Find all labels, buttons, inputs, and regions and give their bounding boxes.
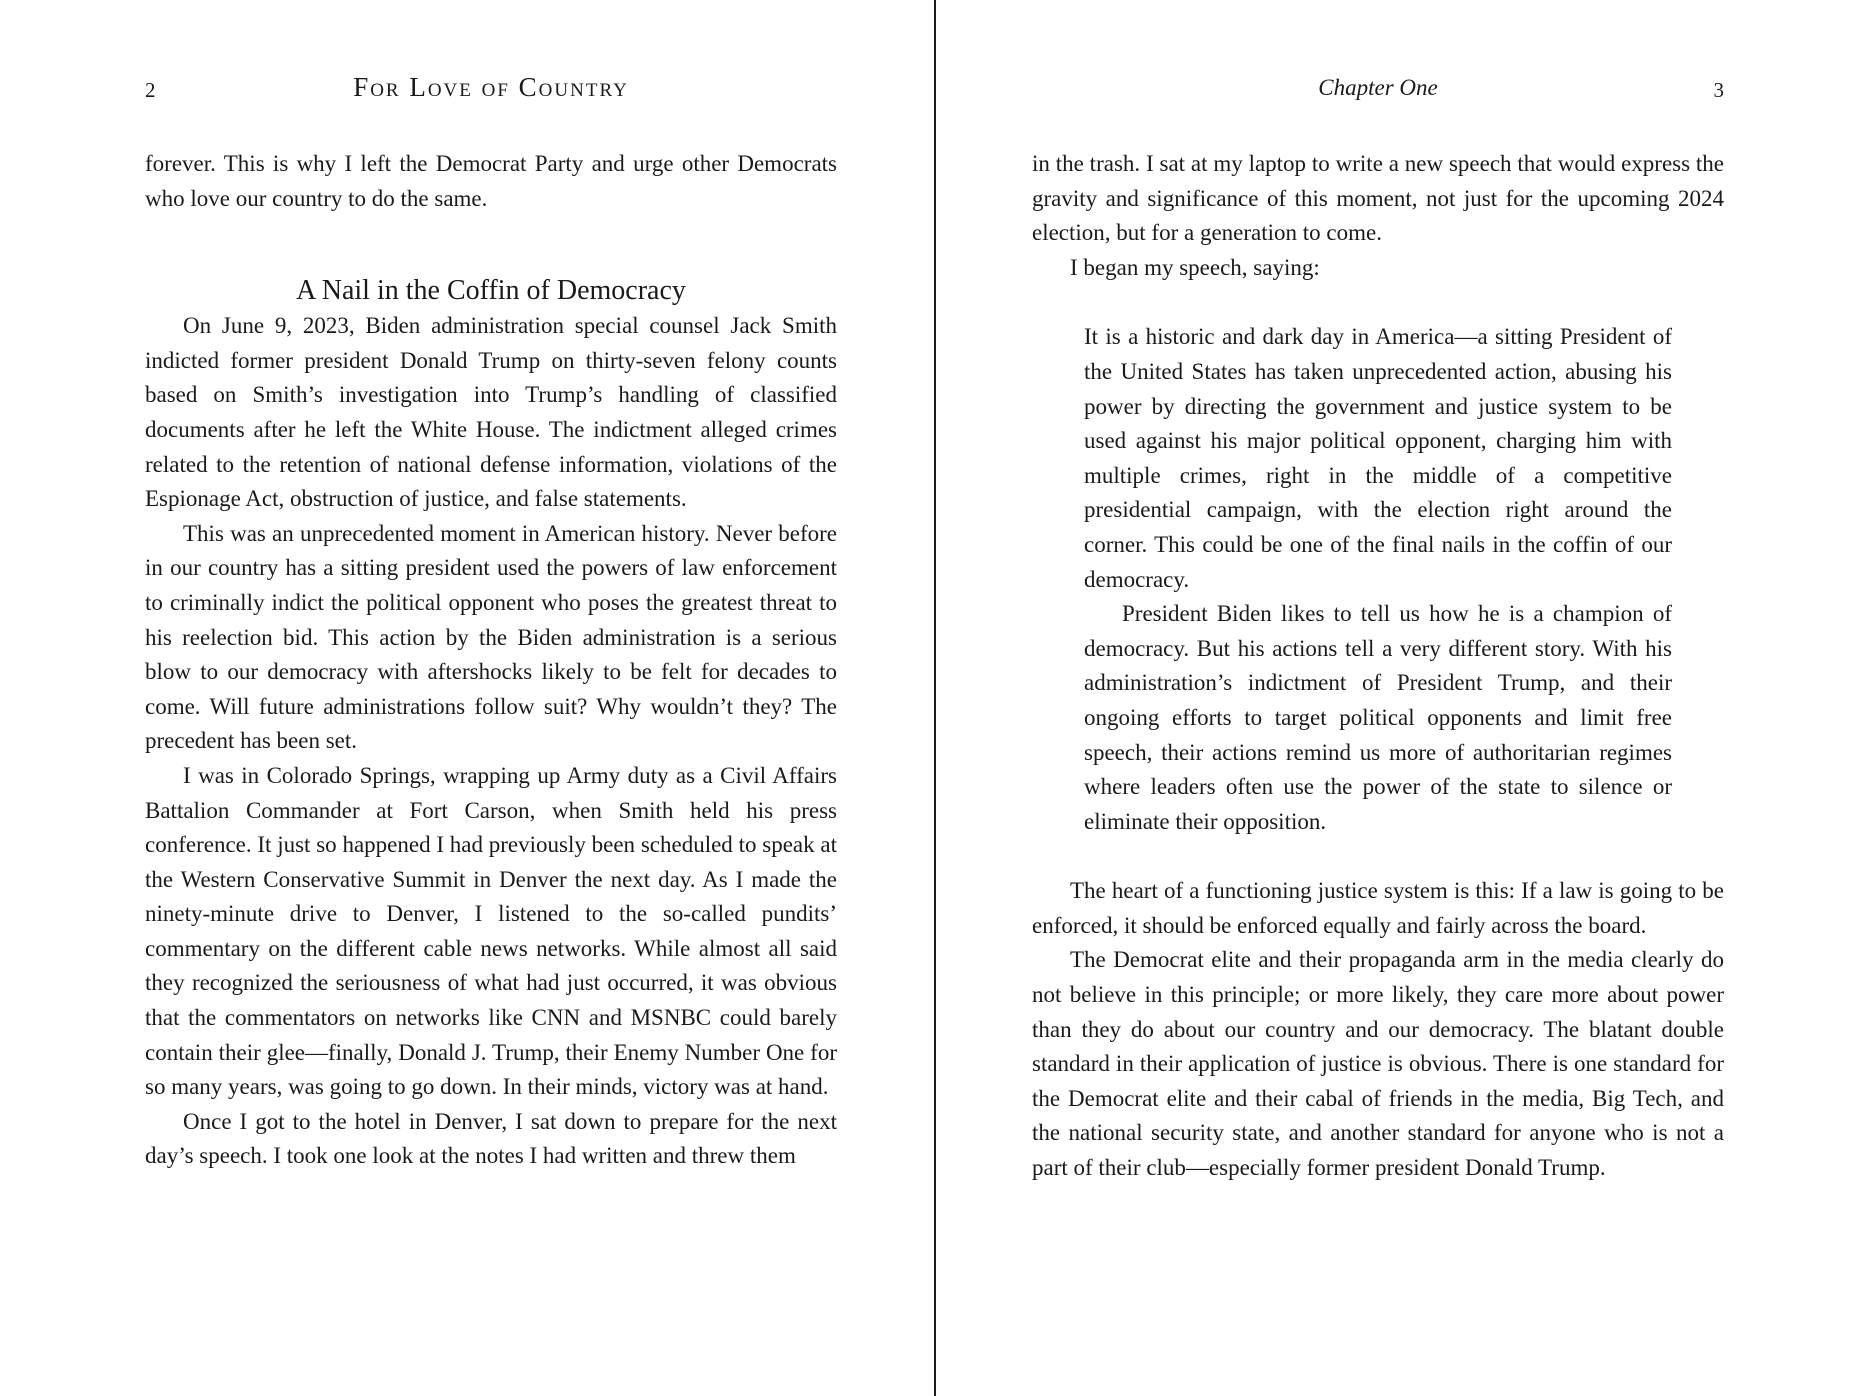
paragraph: in the trash. I sat at my laptop to write a new speech that would express the gravity and significance of this moment, not just for the upcoming 2024 election, but for a generation to come.	[1032, 151, 1724, 246]
paragraph: On June 9, 2023, Biden administration special counsel Jack Smith indicted former president Donald Trump on thirty-seven felony counts based on Smith’s investigation into Trump’s handling of classified documents after he left the White House. The indictment alleged crimes related to the retention of national defense information, violations of the Espionage Act, obstruction of justice, and false statements.	[145, 313, 837, 512]
left-page	[145, 0, 837, 1396]
paragraph: The heart of a functioning justice system is this: If a law is going to be enforced, it should be enforced equally and fairly across the board.	[1032, 878, 1724, 938]
paragraph: The Democrat elite and their propaganda arm in the media clearly do not believe in this principle; or more likely, they care more about power than they do about our country and our democracy. The blatant double standard in their application of justice is obvious. There is one standard for the Democrat elite and their cabal of friends in the media, Big Tech, and the national security state, and another standard for anyone who is not a part of their club—especially former president Donald Trump.	[1032, 947, 1724, 1181]
speech-blockquote	[1084, 320, 1672, 839]
paragraph: This was an unprecedented moment in American history. Never before in our country has a sitting president used the powers of law enforcement to criminally indict the political opponent who poses the greatest threat to his reelection bid. This action by the Biden administration is a serious blow to our democracy with aftershocks likely to be felt for decades to come. Will future administrations follow suit? Why wouldn’t they? The precedent has been set.	[145, 520, 837, 754]
right-page	[1032, 0, 1724, 1396]
right-body-text	[1032, 147, 1724, 1186]
book-title-header: For Love of Country	[353, 72, 629, 102]
paragraph: I was in Colorado Springs, wrapping up Army duty as a Civil Affairs Battalion Commander at Fort Carson, when Smith held his press conference. It just so happened I had previously been scheduled to speak at the Western Conservative Summit in Denver the next day. As I made the ninety-minute drive to Denver, I listened to the so-called pundits’ commentary on the different cable news networks. While almost all said they recognized the seriousness of what had just occurred, it was obvious that the commentators on networks like CNN and MSNBC could barely contain their glee—finally, Donald J. Trump, their Enemy Number One for so many years, was going to go down. In their minds, victory was at hand.	[145, 762, 837, 1100]
quote-paragraph: President Biden likes to tell us how he is a champion of democracy. But his actions tell a very different story. With his administration’s indictment of President Trump, and their ongoing efforts to target political opponents and limit free speech, their actions remind us more of authoritarian regimes where leaders often use the power of the state to silence or eliminate their opposition.	[1084, 601, 1672, 834]
section-heading: A Nail in the Coffin of Democracy	[296, 275, 686, 307]
left-running-head	[145, 70, 837, 106]
quote-paragraph: It is a historic and dark day in America—a sitting President of the United States has taken unprecedented action, abusing his power by directing the government and justice system to be used against his major political opponent, charging him with multiple crimes, right in the middle of a competitive presidential campaign, with the election right around the corner. This could be one of the final nails in the coffin of our democracy.	[1084, 324, 1672, 592]
page-divider	[934, 0, 936, 1396]
left-page-number: 2	[145, 78, 156, 102]
paragraph: I began my speech, saying:	[1070, 254, 1320, 280]
paragraph: Once I got to the hotel in Denver, I sat down to prepare for the next day’s speech. I took one look at the notes I had written and threw them	[145, 1108, 837, 1169]
chapter-title-header: Chapter One	[1318, 75, 1438, 100]
right-page-number: 3	[1713, 78, 1724, 102]
right-running-head	[1032, 70, 1724, 106]
paragraph: forever. This is why I left the Democrat Party and urge other Democrats who love our country to do the same.	[145, 151, 837, 211]
left-body-text	[145, 147, 837, 1174]
